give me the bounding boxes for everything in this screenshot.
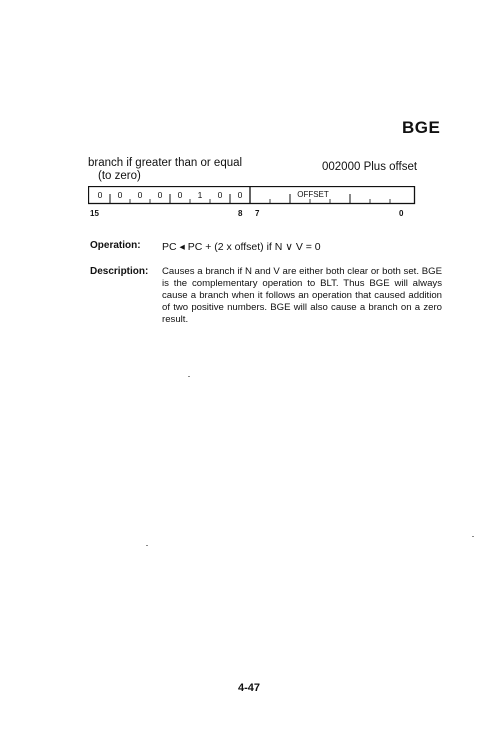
bit-8: 0 — [237, 190, 243, 200]
bit-15: 0 — [97, 190, 103, 200]
description-text: Causes a branch if N and V are either both clear or both set. BGE is the complementary operation to BLT. Thus BGE will always cause a branch when it follows an operation that caused addition of two positive numbers. BGE will also cause a branch on a zero result. — [162, 266, 442, 325]
page-number: 4-47 — [238, 682, 261, 694]
operation-label: Operation: — [90, 240, 141, 251]
bit-number-7: 7 — [255, 209, 260, 218]
bit-number-15: 15 — [90, 209, 99, 218]
instruction-title — [88, 157, 242, 183]
bit-14: 0 — [117, 190, 123, 200]
scan-speck — [188, 376, 190, 377]
bit-10: 1 — [197, 190, 203, 200]
offset-field-label: OFFSET — [297, 190, 329, 199]
title-line-2: (to zero) — [98, 170, 141, 182]
instruction-format-diagram — [88, 186, 418, 220]
bit-9: 0 — [217, 190, 223, 200]
bit-12: 0 — [157, 190, 163, 200]
bit-11: 0 — [177, 190, 183, 200]
title-line-1: branch if greater than or equal — [88, 157, 243, 169]
description-label: Description: — [90, 266, 149, 277]
instruction-mnemonic: BGE — [402, 118, 441, 137]
bit-number-0: 0 — [399, 209, 404, 218]
operation-text: PC ◂ PC + (2 x offset) if N ∨ V = 0 — [162, 241, 321, 253]
opcode-text: 002000 Plus offset — [322, 161, 418, 173]
scan-speck — [472, 536, 474, 537]
bit-number-8: 8 — [238, 209, 243, 218]
scan-speck — [146, 545, 148, 546]
bit-13: 0 — [137, 190, 143, 200]
